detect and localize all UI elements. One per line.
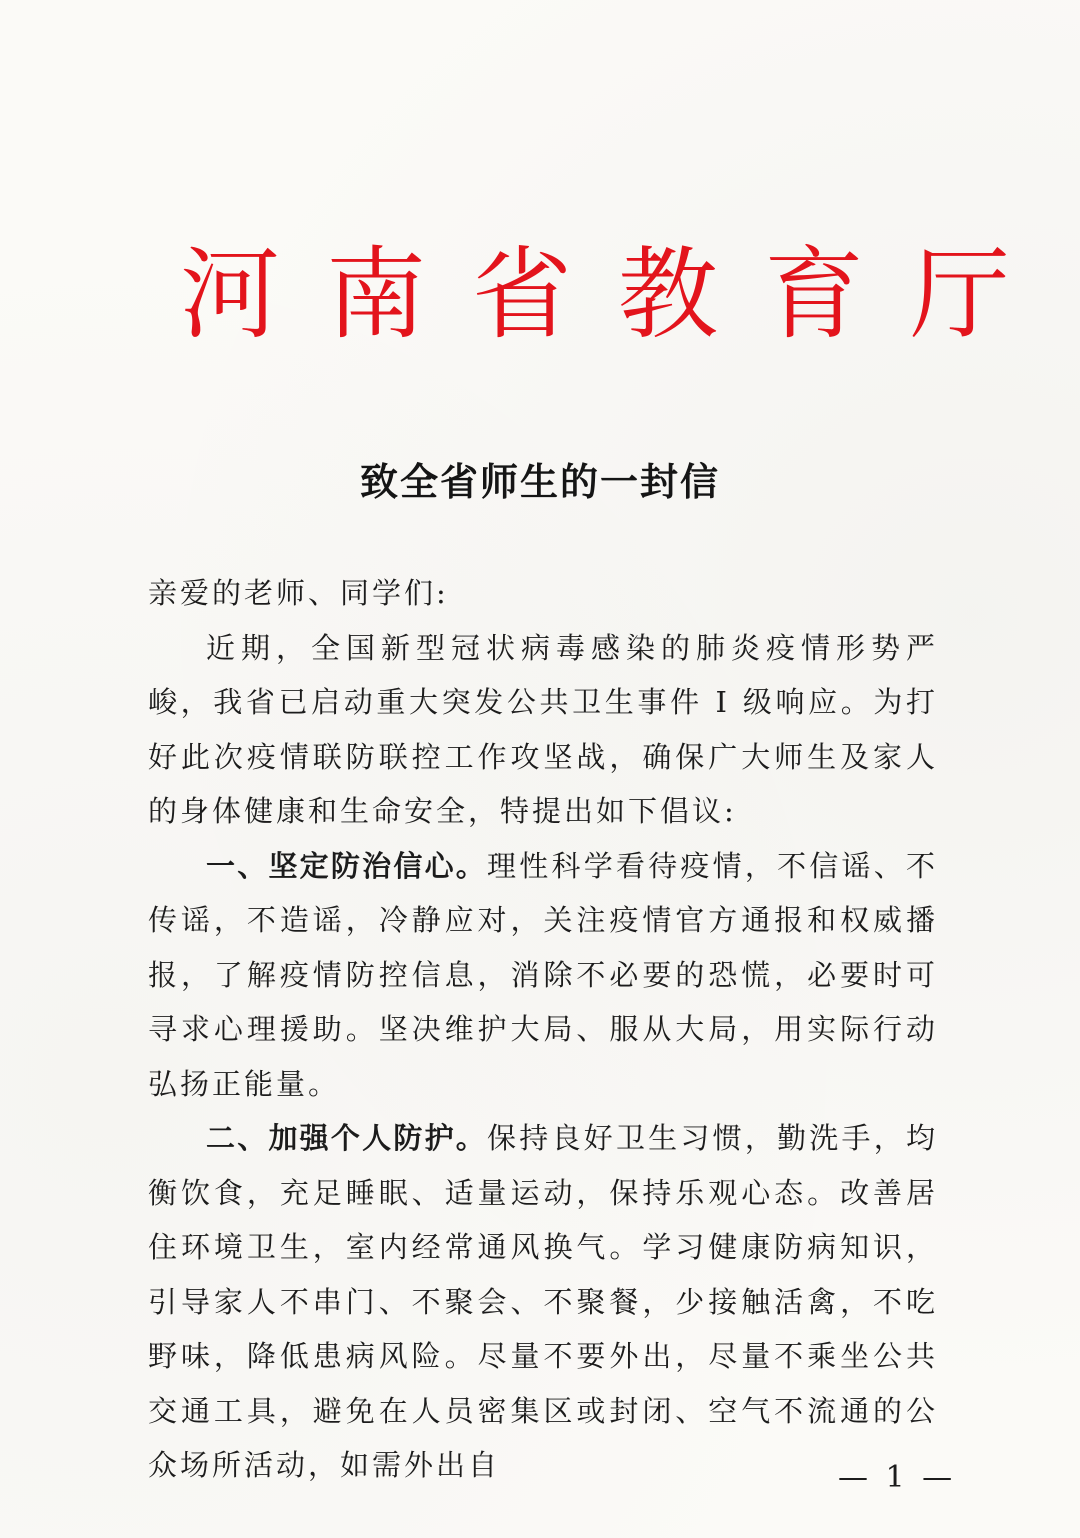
letter-title: 致全省师生的一封信 bbox=[359, 459, 720, 504]
point-lead-2: 二、加强个人防护。 bbox=[206, 1121, 488, 1155]
intro-paragraph: 近期，全国新型冠状病毒感染的肺炎疫情形势严峻，我省已启动重大突发公共卫生事件 I 级响应。为打好此次疫情联防联控工作攻坚战，确保广大师生及家人的身体健康和生命安全，特提出如下倡议: bbox=[148, 630, 938, 828]
letter-body bbox=[148, 566, 938, 1493]
issuer-header: 河南省教育厅 bbox=[180, 236, 1056, 353]
point-text-2: 保持良好卫生习惯，勤洗手，均衡饮食，充足睡眠、适量运动，保持乐观心态。改善居住环境卫生，室内经常通风换气。学习健康防病知识，引导家人不串门、不聚会、不聚餐，少接触活禽，不吃野味，降低患病风险。尽量不要外出，尽量不乘坐公共交通工具，避免在人员密集区或封闭、空气不流通的公众场所活动，如需外出自 bbox=[148, 1121, 938, 1482]
point-text-1: 理性科学看待疫情，不信谣、不传谣，不造谣，冷静应对，关注疫情官方通报和权威播报，了解疫情防控信息，消除不必要的恐慌，必要时可寻求心理援助。坚决维护大局、服从大局，用实际行动弘扬正能量。 bbox=[148, 848, 938, 1101]
point-lead-1: 一、坚定防治信心。 bbox=[206, 848, 488, 883]
point-paragraph-1 bbox=[148, 839, 938, 1112]
page-number: — 1 — bbox=[838, 1460, 957, 1495]
salutation: 亲爱的老师、同学们: bbox=[148, 576, 449, 610]
point-paragraph-2 bbox=[148, 1111, 938, 1493]
